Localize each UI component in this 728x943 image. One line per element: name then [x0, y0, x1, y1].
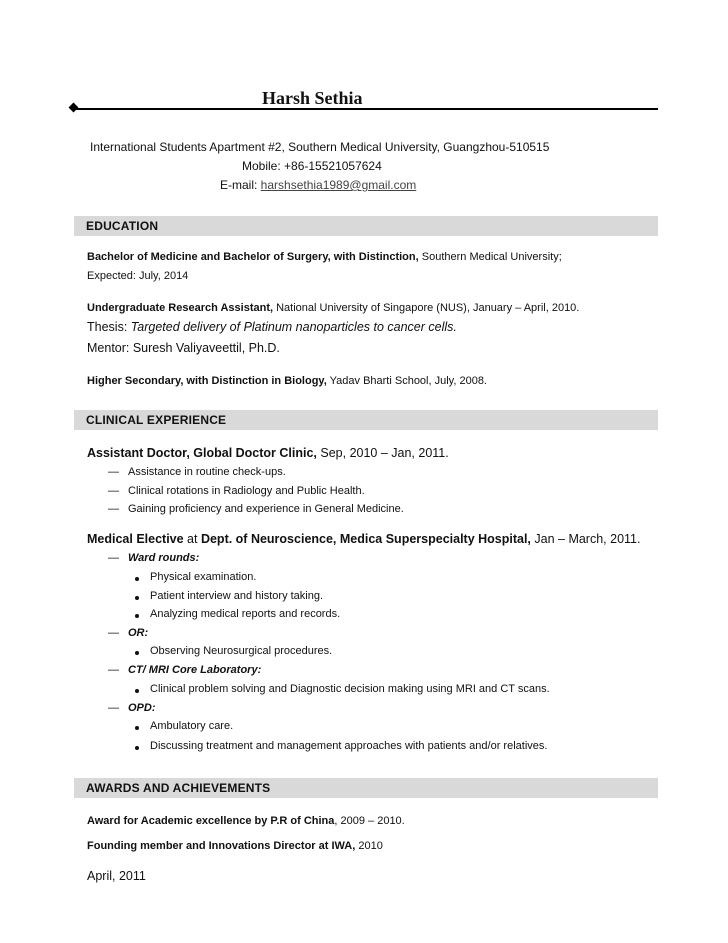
founding-line [87, 840, 383, 852]
section-header-education [74, 216, 658, 236]
secondary-line [87, 375, 487, 387]
bullet-icon [135, 746, 139, 750]
email-line [220, 176, 416, 194]
or-title: OR: [128, 627, 149, 639]
research-title: Undergraduate Research Assistant, [87, 302, 274, 314]
degree-school: Southern Medical University; [418, 251, 562, 263]
bullet-icon [135, 726, 139, 730]
ward-rounds-title: Ward rounds: [128, 552, 200, 564]
opd-title: OPD: [128, 702, 156, 714]
dash-icon: — [108, 627, 119, 639]
thesis-line [87, 320, 457, 334]
list-item: Physical examination. [150, 571, 257, 583]
job1-dates: Sep, 2010 – Jan, 2011. [316, 446, 449, 460]
founding-title: Founding member and Innovations Director at IWA, [87, 840, 356, 852]
bullet-icon [135, 596, 139, 600]
degree-line [87, 251, 562, 263]
candidate-name: Harsh Sethia [262, 88, 363, 108]
founding-year: 2010 [355, 840, 383, 852]
address-line: International Students Apartment #2, Southern Medical University, Guangzhou-510515 [90, 140, 550, 154]
section-title: CLINICAL EXPERIENCE [86, 413, 227, 427]
dash-icon: — [108, 552, 119, 564]
list-item: Clinical rotations in Radiology and Public Health. [128, 485, 365, 497]
list-item: Gaining proficiency and experience in General Medicine. [128, 503, 404, 515]
section-header-awards [74, 778, 658, 798]
degree-title: Bachelor of Medicine and Bachelor of Surgery, with Distinction, [87, 251, 419, 263]
research-detail: National University of Singapore (NUS), January – April, 2010. [273, 302, 580, 314]
degree-expected: Expected: July, 2014 [87, 270, 189, 282]
list-item: Observing Neurosurgical procedures. [150, 645, 333, 657]
dash-icon: — [108, 466, 119, 478]
list-item: Patient interview and history taking. [150, 590, 324, 602]
list-item: Discussing treatment and management approaches with patients and/or relatives. [150, 740, 548, 752]
section-title: AWARDS AND ACHIEVEMENTS [86, 781, 271, 795]
list-item: Assistance in routine check-ups. [128, 466, 286, 478]
award-line [87, 815, 405, 827]
job2-dates: Jan – March, 2011. [530, 532, 641, 546]
job1-title: Assistant Doctor, Global Doctor Clinic, [87, 446, 317, 460]
dash-icon: — [108, 664, 119, 676]
thesis-title: Targeted delivery of Platinum nanoparticles to cancer cells. [130, 320, 457, 334]
bullet-icon [135, 651, 139, 655]
document-date: April, 2011 [87, 869, 146, 883]
list-item: Analyzing medical reports and records. [150, 608, 341, 620]
mobile-line: Mobile: +86-15521057624 [242, 159, 382, 173]
dash-icon: — [108, 702, 119, 714]
email-link[interactable]: harshsethia1989@gmail.com [260, 178, 417, 192]
secondary-title: Higher Secondary, with Distinction in Biology, [87, 375, 327, 387]
list-item: Clinical problem solving and Diagnostic decision making using MRI and CT scans. [150, 683, 550, 695]
job2-line [87, 532, 640, 546]
job2-title: Medical Elective [87, 532, 184, 546]
dash-icon: — [108, 485, 119, 497]
ct-mri-title: CT/ MRI Core Laboratory: [128, 664, 262, 676]
secondary-detail: Yadav Bharti School, July, 2008. [326, 375, 487, 387]
dash-icon: — [108, 503, 119, 515]
section-header-clinical [74, 410, 658, 430]
header-rule [76, 108, 658, 110]
award-title: Award for Academic excellence by P.R of China [87, 815, 335, 827]
bullet-icon [135, 614, 139, 618]
section-title: EDUCATION [86, 219, 159, 233]
award-dates: , 2009 – 2010. [334, 815, 405, 827]
job2-dept: Dept. of Neuroscience, Medica Superspecialty Hospital, [200, 532, 531, 546]
email-label: E-mail: [220, 178, 261, 192]
thesis-label: Thesis: [87, 320, 131, 334]
job2-at: at [183, 532, 201, 546]
list-item: Ambulatory care. [150, 720, 234, 732]
bullet-icon [135, 689, 139, 693]
job1-line [87, 446, 449, 460]
mentor-line: Mentor: Suresh Valiyaveettil, Ph.D. [87, 341, 280, 355]
bullet-icon [135, 577, 139, 581]
research-line [87, 302, 579, 314]
